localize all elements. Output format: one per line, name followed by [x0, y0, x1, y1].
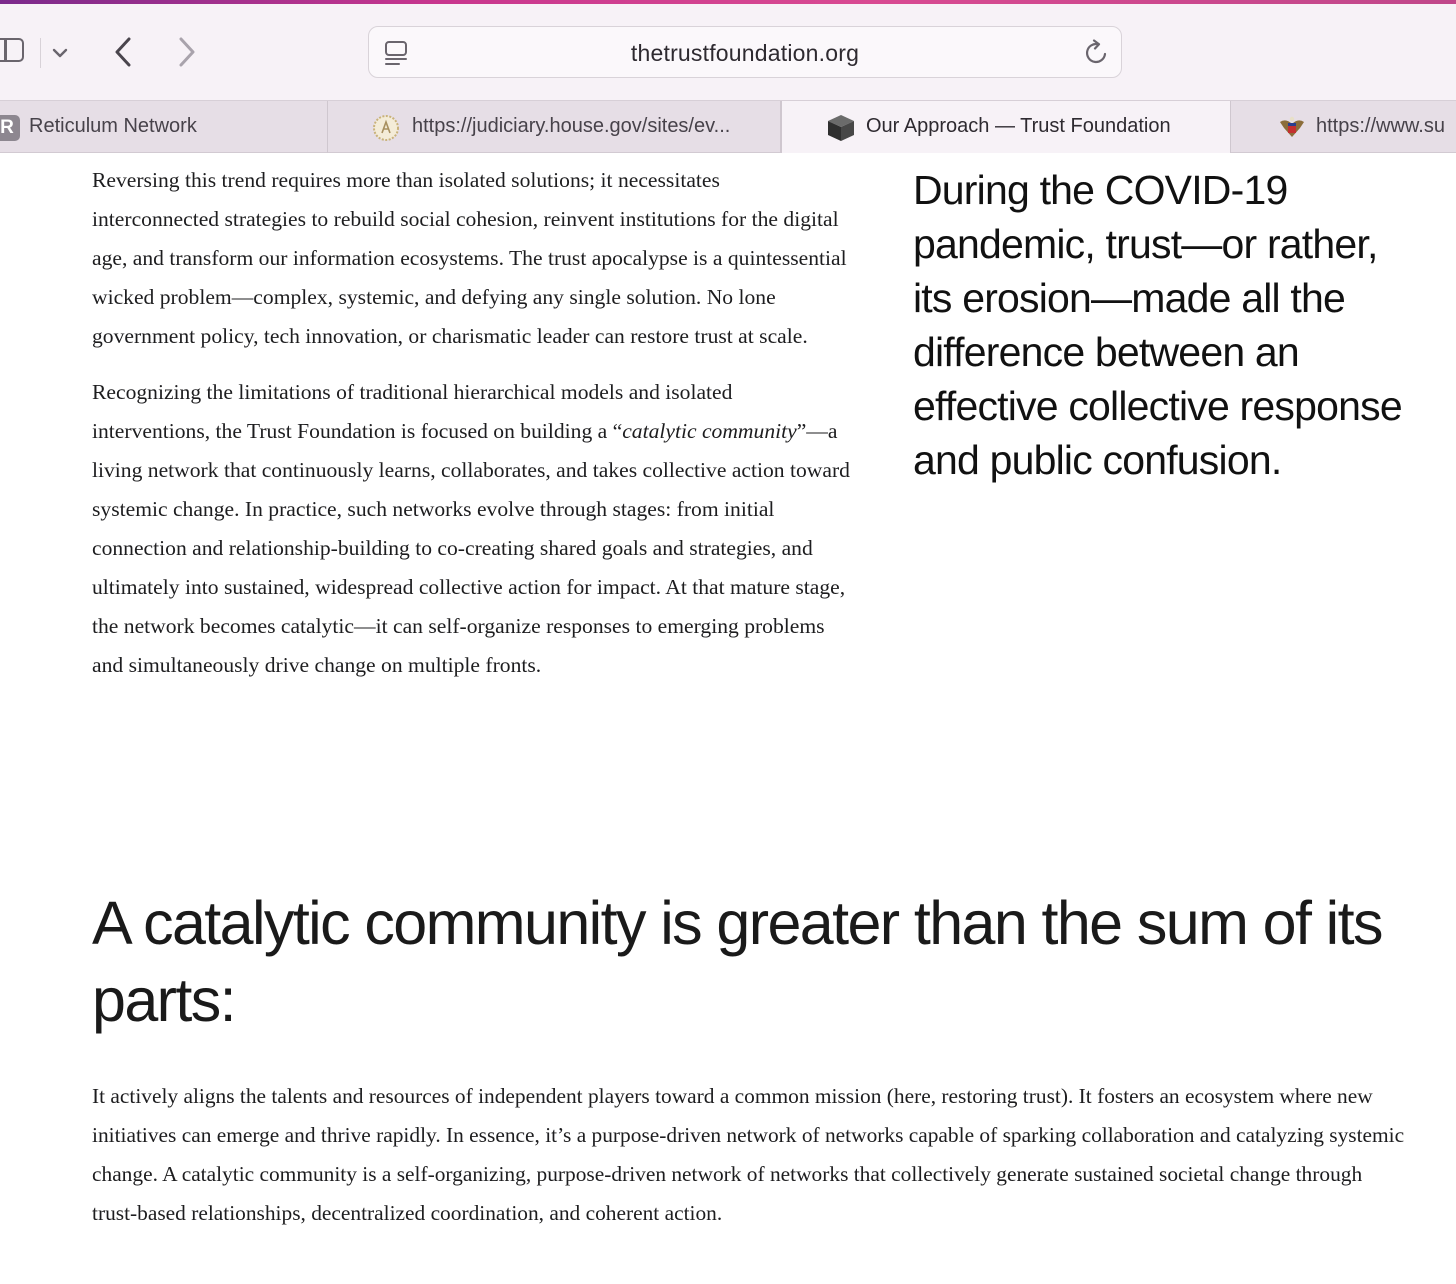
section-heading: A catalytic community is greater than the sum of its parts: [92, 889, 1382, 1034]
tab-reticulum-network[interactable] [0, 101, 328, 153]
pull-quote: During the COVID-19 pandemic, trust—or rather, its erosion—made all the difference between an effective collective response and public confusion. [913, 167, 1402, 483]
sidebar-icon[interactable] [0, 36, 26, 64]
reload-icon[interactable] [1083, 39, 1111, 67]
chevron-down-icon[interactable] [50, 38, 70, 68]
tab-label: https://www.su [1316, 115, 1445, 137]
tab-label: Our Approach — Trust Foundation [866, 115, 1171, 137]
browser-toolbar [0, 4, 1456, 100]
article-body [92, 161, 852, 702]
forward-icon[interactable] [172, 32, 202, 72]
tab-bar [0, 100, 1456, 153]
seal-favicon-icon [372, 114, 400, 142]
paragraph-2-text-start: Recognizing the limitations of traditional hierarchical models and isolated interventions, the Trust Foundation is focused on building a “ [92, 380, 733, 443]
paragraph-3: It actively aligns the talents and resources of independent players toward a common mission (here, restoring trust). It fosters an ecosystem where new initiatives can emerge and thrive rapidly. In essence, it’s a purpose-driven network of networks capable of sparking collaboration and catalyzing systemic change. A catalytic community is a self-organizing, purpose-driven network of networks that collectively generate sustained societal change through trust-based relationships, decentralized coordination, and coherent action. [92, 1084, 1405, 1225]
toolbar-divider [40, 38, 41, 68]
address-bar[interactable] [368, 26, 1122, 78]
paragraph-2 [92, 373, 852, 685]
catalytic-community-emphasis: catalytic community [622, 419, 797, 443]
tab-label: Reticulum Network [29, 115, 197, 137]
url-text[interactable]: thetrustfoundation.org [630, 40, 860, 66]
tab-judiciary-house[interactable] [328, 101, 781, 153]
back-icon[interactable] [108, 32, 138, 72]
page-content [0, 153, 1456, 1284]
paragraph-2-text-end: ”—a living network that continuously learns, collaborates, and takes collective action toward systemic change. In practice, such networks evolve through stages: from initial connection and relationship-building to co-creating shared goals and strategies, and ultimately into sustained, widespread collective action for impact. At that mature stage, the network becomes catalytic—it can self-organize responses to emerging problems and simultaneously drive change on multiple fronts. [92, 419, 850, 677]
paragraph-1: Reversing this trend requires more than isolated solutions; it necessitates interconnected strategies to rebuild social cohesion, reinvent institutions for the digital age, and transform our information ecosystems. The trust apocalypse is a quintessential wicked problem—complex, systemic, and defying any single solution. No lone government policy, tech innovation, or charismatic leader can restore trust at scale. [92, 168, 847, 348]
eagle-seal-favicon-icon [1277, 113, 1307, 143]
tab-label: https://judiciary.house.gov/sites/ev... [412, 115, 731, 137]
cube-favicon-icon [826, 113, 856, 143]
tab-supremecourt[interactable] [1231, 101, 1456, 153]
tab-our-approach[interactable] [781, 101, 1231, 153]
r-favicon-icon: R [0, 115, 20, 141]
